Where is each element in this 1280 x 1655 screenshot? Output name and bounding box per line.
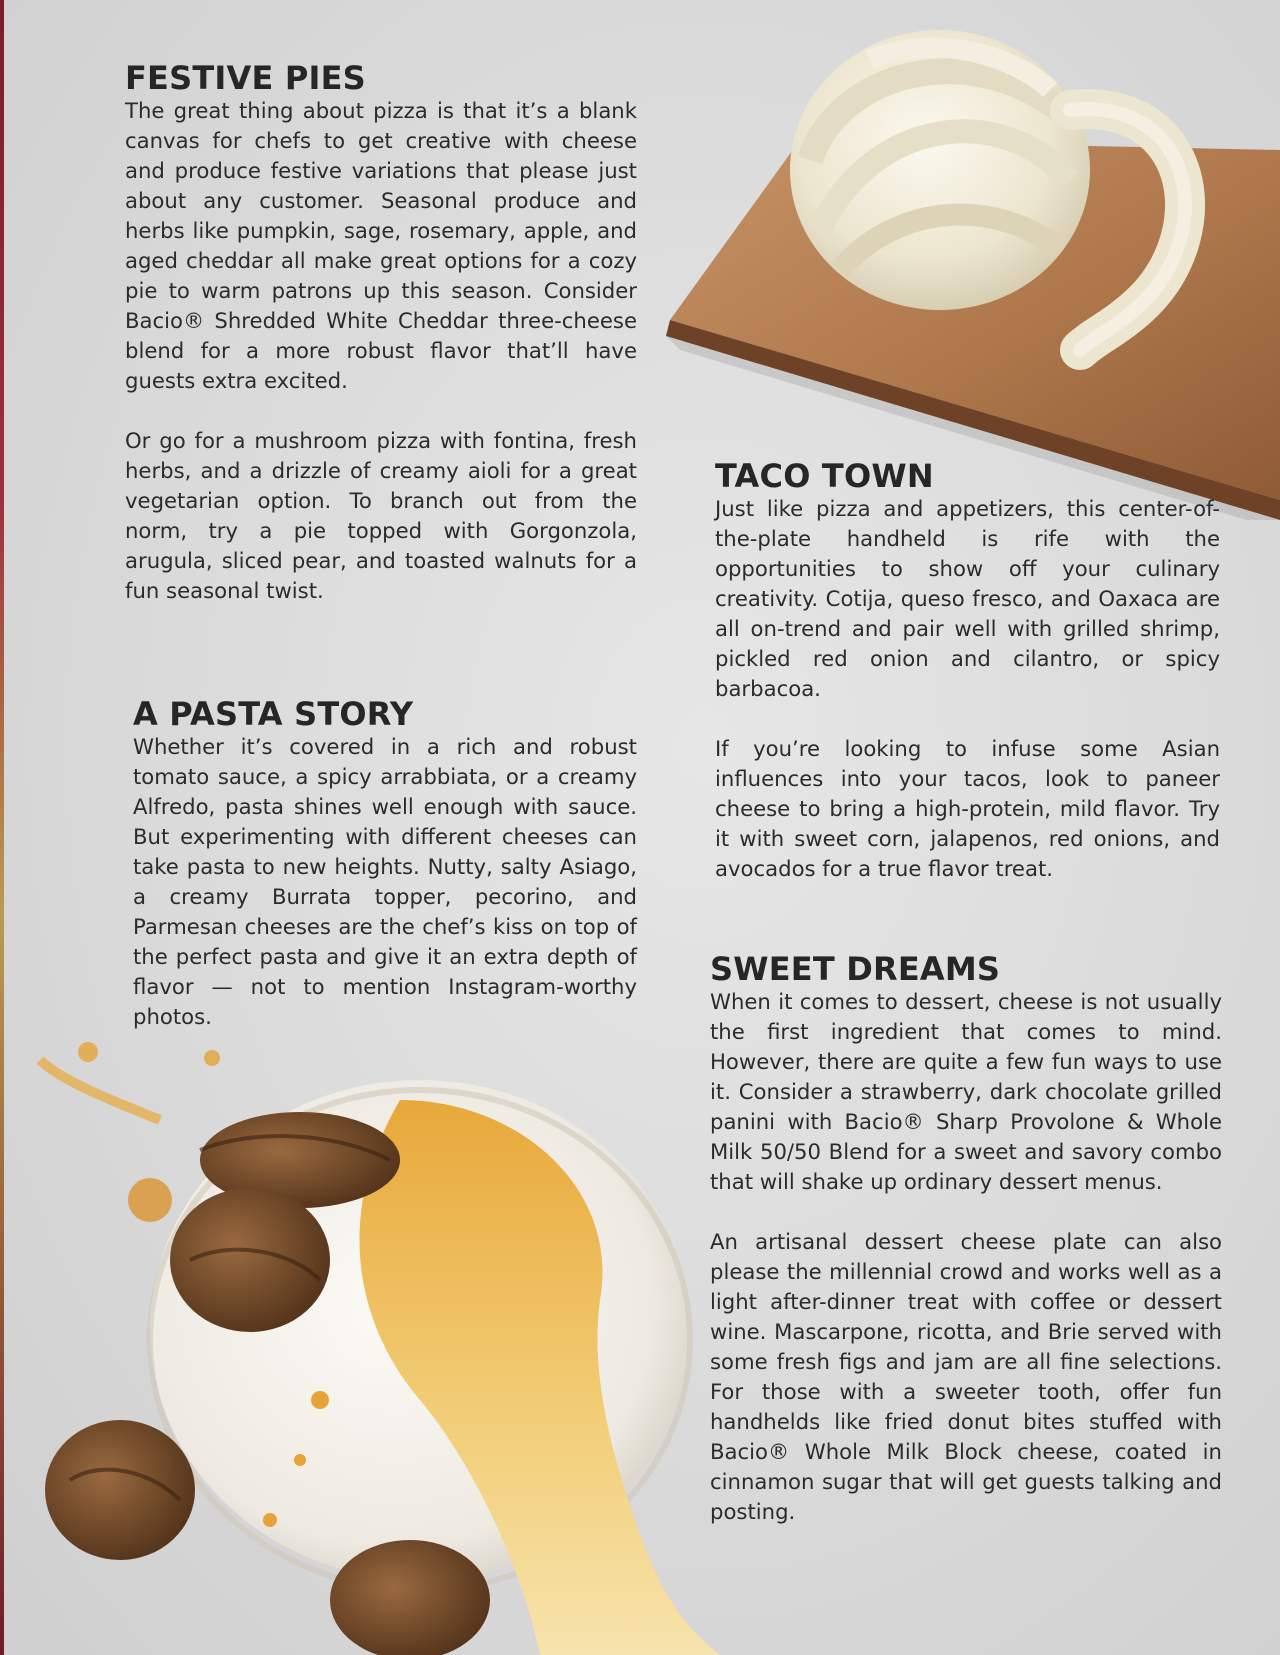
sweet-dreams-paragraph-2: An artisanal dessert cheese plate can also please the millennial crowd and works well as a light after-dinner treat with coffee or dessert wine. Mascarpone, ricotta, and Brie served with some fresh figs and jam are all fine selections. For those with a sweeter tooth, offer fun handhelds like fried donut bites stuffed with Bacio® Whole Milk Block cheese, coated in cinnamon sugar that will get guests talking and posting. [710,1229,1222,1524]
baked-brie-photo [0,1040,760,1655]
taco-town-heading: TACO TOWN [715,457,934,495]
festive-pies-paragraph-2: Or go for a mushroom pizza with fontina, fresh herbs, and a drizzle of creamy aioli for a great vegetarian option. To branch out from the norm, try a pie topped with Gorgonzola, arugula, sliced pear, and toasted walnuts for a fun seasonal twist. [125,428,637,603]
sweet-dreams-paragraph-1: When it comes to dessert, cheese is not usually the first ingredient that comes to mind. However, there are quite a few fun ways to use it. Consider a strawberry, dark chocolate grilled panini with Bacio® Sharp Provolone & Whole Milk 50/50 Blend for a sweet and savory combo that will shake up ordinary dessert menus. [710,989,1222,1194]
taco-town-paragraph-2: If you’re looking to infuse some Asian influences into your tacos, look to paneer cheese to bring a high-protein, mild flavor. Try it with sweet corn, jalapenos, red onions, and avocados for a true flavor treat. [715,736,1220,881]
braided-mozzarella-photo [640,0,1280,520]
sweet-dreams-heading: SWEET DREAMS [710,950,1001,988]
pasta-story-section [133,696,637,1032]
festive-pies-section [125,60,637,606]
taco-town-section [715,458,1220,884]
sweet-dreams-section [710,951,1222,1527]
taco-town-paragraph-1: Just like pizza and appetizers, this center-of-the-plate handheld is rife with the opportunities to show off your culinary creativity. Cotija, queso fresco, and Oaxaca are all on-trend and pair well with grilled shrimp, pickled red onion and cilantro, or spicy barbacoa. [715,496,1220,701]
pasta-story-paragraph-1: Whether it’s covered in a rich and robust tomato sauce, a spicy arrabbiata, or a creamy Alfredo, pasta shines well enough with sauce. But experimenting with different cheeses can take pasta to new heights. Nutty, salty Asiago, a creamy Burrata topper, pecorino, and Parmesan cheeses are the chef’s kiss on top of the perfect pasta and give it an extra depth of flavor — not to mention Instagram-worthy photos. [133,734,637,1029]
pasta-story-heading: A PASTA STORY [133,695,414,733]
festive-pies-paragraph-1: The great thing about pizza is that it’s a blank canvas for chefs to get creative with cheese and produce festive variations that please just about any customer. Seasonal produce and herbs like pumpkin, sage, rosemary, apple, and aged cheddar all make great options for a cozy pie to warm patrons up this season. Consider Bacio® Shredded White Cheddar three-cheese blend for a more robust flavor that’ll have guests extra excited. [125,98,637,393]
festive-pies-heading: FESTIVE PIES [125,59,366,97]
